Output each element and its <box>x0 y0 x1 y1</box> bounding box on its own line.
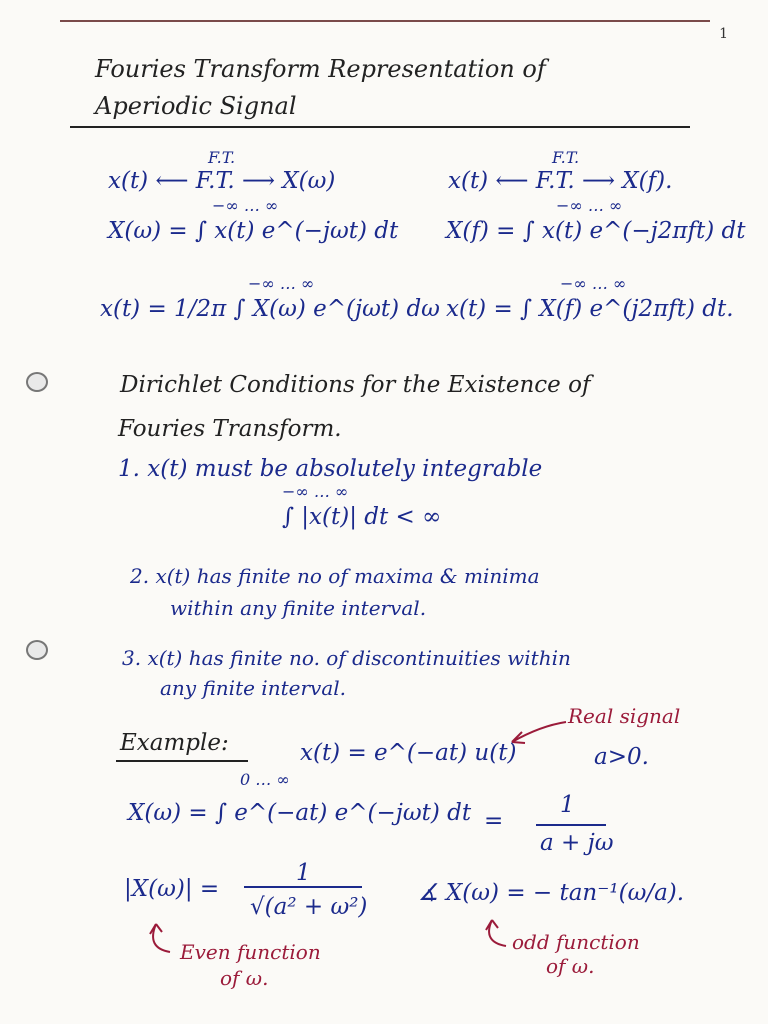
page-top-edge <box>60 20 710 22</box>
example-condition: a>0. <box>594 744 649 770</box>
right-forward-limits: −∞ … ∞ <box>556 196 623 215</box>
page-title-line1: Fouries Transform Representation of <box>95 55 546 83</box>
right-inverse-transform: x(t) = ∫ X(f) e^(j2πft) dt. <box>446 296 734 322</box>
even-note-arrow <box>140 918 180 958</box>
even-function-note-line2: of ω. <box>220 966 269 990</box>
condition-2-line2: within any finite interval. <box>170 596 427 620</box>
right-forward-transform: X(f) = ∫ x(t) e^(−j2πft) dt <box>446 218 746 244</box>
condition-1-equation: ∫ |x(t)| dt < ∞ <box>282 504 442 530</box>
left-inverse-transform: x(t) = 1/2π ∫ X(ω) e^(jωt) dω <box>100 296 440 322</box>
odd-note-arrow <box>476 914 516 954</box>
example-signal: x(t) = e^(−at) u(t) <box>300 740 517 766</box>
example-label: Example: <box>120 730 229 756</box>
left-mapping: x(t) ⟵ F.T. ⟶ X(ω) <box>108 168 336 194</box>
result-equals: = <box>484 808 504 834</box>
page-number: 1 <box>719 26 728 42</box>
magnitude-numerator: 1 <box>296 860 311 886</box>
condition-2-line1: 2. x(t) has finite no of maxima & minima <box>130 564 540 588</box>
condition-1: 1. x(t) must be absolutely integrable <box>118 456 543 482</box>
odd-function-note-line1: odd function <box>512 930 640 954</box>
dirichlet-heading-line1: Dirichlet Conditions for the Existence of <box>120 372 591 398</box>
even-function-note-line1: Even function <box>180 940 321 964</box>
phase-expression: ∡ X(ω) = − tan⁻¹(ω/a). <box>418 880 685 906</box>
result-numerator: 1 <box>560 792 575 818</box>
odd-function-note-line2: of ω. <box>546 954 595 978</box>
binder-hole <box>26 640 48 660</box>
real-signal-arrow <box>500 712 570 752</box>
result-denominator: a + jω <box>540 830 614 856</box>
condition-3-line2: any finite interval. <box>160 676 346 700</box>
magnitude-denominator: √(a² + ω²) <box>250 894 368 920</box>
real-signal-note: Real signal <box>568 704 681 728</box>
example-underline <box>116 760 248 762</box>
left-forward-transform: X(ω) = ∫ x(t) e^(−jωt) dt <box>108 218 399 244</box>
left-inverse-limits: −∞ … ∞ <box>248 274 315 293</box>
dirichlet-heading-line2: Fouries Transform. <box>118 416 342 442</box>
result-fraction-bar <box>536 824 606 826</box>
right-ft-label: F.T. <box>552 148 580 167</box>
magnitude-fraction-bar <box>244 886 362 888</box>
right-inverse-limits: −∞ … ∞ <box>560 274 627 293</box>
binder-hole <box>26 372 48 392</box>
right-mapping: x(t) ⟵ F.T. ⟶ X(f). <box>448 168 673 194</box>
condition-1-limits: −∞ … ∞ <box>282 482 349 501</box>
transform-limits: 0 … ∞ <box>240 770 290 789</box>
left-forward-limits: −∞ … ∞ <box>212 196 279 215</box>
example-transform: X(ω) = ∫ e^(−at) e^(−jωt) dt <box>128 800 472 826</box>
title-underline <box>70 126 690 128</box>
left-ft-label: F.T. <box>208 148 236 167</box>
condition-3-line1: 3. x(t) has finite no. of discontinuities within <box>122 646 571 670</box>
magnitude-lhs: |X(ω)| = <box>124 876 220 902</box>
page-title-line2: Aperiodic Signal <box>95 92 297 120</box>
